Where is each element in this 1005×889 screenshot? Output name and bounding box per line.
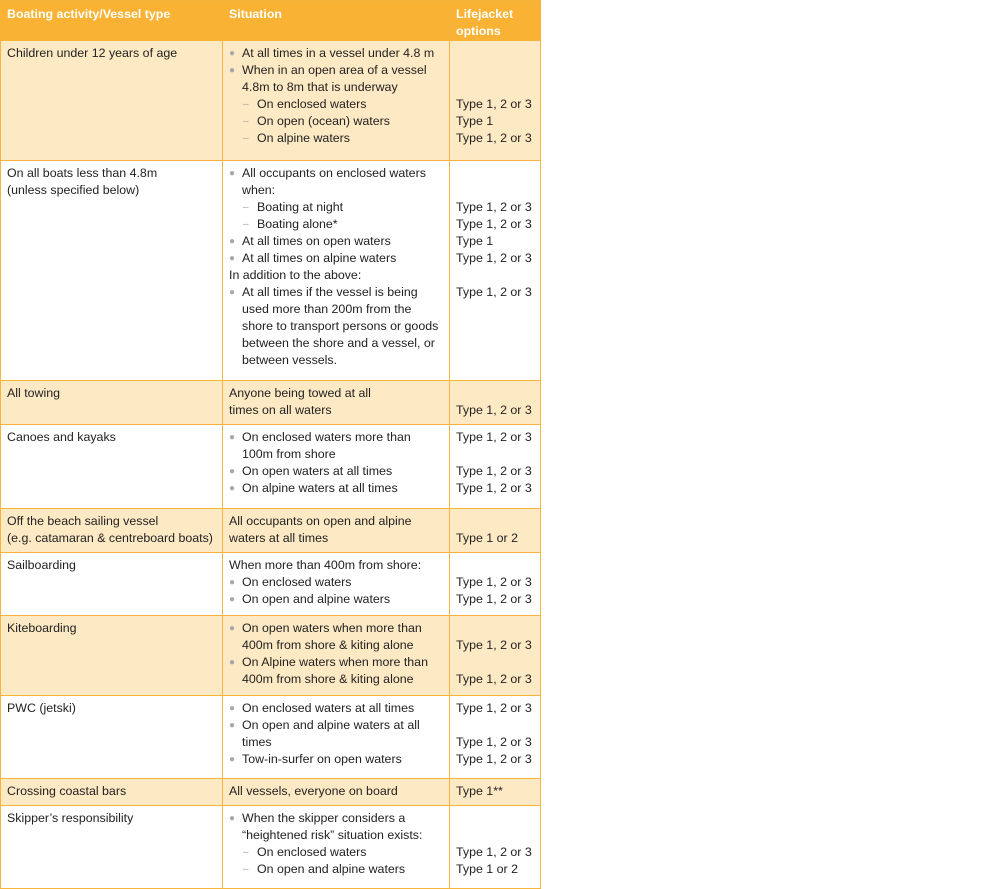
option-text	[456, 557, 534, 574]
dash-icon: –	[243, 99, 249, 110]
option-text	[456, 182, 534, 199]
table-row	[1, 161, 541, 381]
option-text: Type 1, 2 or 3	[456, 481, 532, 495]
situation-text: waters at all times	[229, 531, 329, 545]
situation-cell	[223, 779, 450, 806]
option-text: Type 1, 2 or 3	[456, 200, 532, 214]
situation-item	[229, 654, 443, 688]
option-text: Type 1, 2 or 3	[456, 285, 532, 299]
situation-text: On alpine waters	[257, 131, 350, 145]
activity-text: Off the beach sailing vessel	[7, 514, 159, 528]
situation-text: When more than 400m from shore:	[229, 558, 422, 572]
situation-item	[229, 130, 443, 147]
situation-item	[229, 513, 443, 530]
bullet-icon: ●	[229, 432, 236, 443]
option-text: Type 1, 2 or 3	[456, 575, 532, 589]
situation-item	[229, 620, 443, 654]
situation-text: On enclosed waters at all times	[242, 701, 415, 715]
bullet-icon: ●	[229, 287, 236, 298]
options-cell	[450, 509, 541, 553]
table-row	[1, 696, 541, 779]
option-text: Type 1, 2 or 3	[456, 403, 532, 417]
activity-text: Canoes and kayaks	[7, 430, 116, 444]
option-text: Type 1, 2 or 3	[456, 845, 532, 859]
situation-text: On open and alpine waters	[257, 862, 406, 876]
situation-item	[229, 530, 443, 547]
situation-item	[229, 783, 443, 800]
options-cell	[450, 616, 541, 696]
bullet-icon: ●	[229, 483, 236, 494]
bullet-icon: ●	[229, 657, 236, 668]
activity-text: On all boats less than 4.8m	[7, 166, 158, 180]
situation-text: On open waters when more than 400m from shore & kiting alone	[242, 621, 422, 652]
activity-cell	[1, 616, 223, 696]
situation-text: At all times on alpine waters	[242, 251, 397, 265]
bullet-icon: ●	[229, 594, 236, 605]
situation-cell	[223, 425, 450, 509]
situation-item	[229, 429, 443, 463]
option-text: Type 1, 2 or 3	[456, 752, 532, 766]
table-row	[1, 806, 541, 889]
situation-cell	[223, 696, 450, 779]
activity-text: Crossing coastal bars	[7, 784, 127, 798]
option-text: Type 1, 2 or 3	[456, 430, 532, 444]
bullet-icon: ●	[229, 813, 236, 824]
option-text: Type 1, 2 or 3	[456, 464, 532, 478]
situation-item	[229, 267, 443, 284]
bullet-icon: ●	[229, 623, 236, 634]
activity-text: Sailboarding	[7, 558, 76, 572]
table-row	[1, 553, 541, 616]
option-text	[456, 654, 534, 671]
dash-icon: –	[243, 219, 249, 230]
options-cell	[450, 553, 541, 616]
option-text: Type 1 or 2	[456, 531, 518, 545]
option-text: Type 1, 2 or 3	[456, 97, 532, 111]
situation-cell	[223, 806, 450, 889]
situation-item	[229, 591, 443, 608]
situation-text: On open (ocean) waters	[257, 114, 390, 128]
option-text: Type 1, 2 or 3	[456, 251, 532, 265]
option-text	[456, 165, 534, 182]
bullet-icon: ●	[229, 720, 236, 731]
situation-text: When the skipper considers a “heightened risk” situation exists:	[242, 811, 423, 842]
option-text: Type 1, 2 or 3	[456, 735, 532, 749]
option-text	[456, 717, 534, 734]
situation-text: Tow-in-surfer on open waters	[242, 752, 402, 766]
activity-cell	[1, 161, 223, 381]
situation-text: On alpine waters at all times	[242, 481, 398, 495]
situation-cell	[223, 553, 450, 616]
activity-cell	[1, 381, 223, 425]
option-text: Type 1, 2 or 3	[456, 701, 532, 715]
situation-item	[229, 844, 443, 861]
situation-text: All occupants on open and alpine	[229, 514, 412, 528]
header-situation: Situation	[223, 1, 450, 41]
situation-item	[229, 717, 443, 751]
situation-text: When in an open area of a vessel 4.8m to 8m that is underway	[242, 63, 427, 94]
table-row	[1, 381, 541, 425]
bullet-icon: ●	[229, 65, 236, 76]
situation-text: At all times if the vessel is being used more than 200m from the shore to transport persons or goods between the shore and a vessel, or between vessels.	[242, 285, 439, 367]
situation-text: In addition to the above:	[229, 268, 362, 282]
options-cell	[450, 161, 541, 381]
situation-item	[229, 199, 443, 216]
options-cell	[450, 806, 541, 889]
option-text: Type 1, 2 or 3	[456, 672, 532, 686]
dash-icon: –	[243, 133, 249, 144]
options-cell	[450, 381, 541, 425]
option-text	[456, 79, 534, 96]
bullet-icon: ●	[229, 466, 236, 477]
option-text: Type 1**	[456, 784, 503, 798]
table-row	[1, 616, 541, 696]
table-header-row	[1, 1, 541, 41]
situation-item	[229, 574, 443, 591]
situation-cell	[223, 161, 450, 381]
situation-item	[229, 62, 443, 96]
option-text	[456, 827, 534, 844]
activity-cell	[1, 41, 223, 161]
situation-text: Anyone being towed at all	[229, 386, 371, 400]
situation-item	[229, 250, 443, 267]
situation-item	[229, 480, 443, 497]
activity-cell	[1, 779, 223, 806]
activity-text: (e.g. catamaran & centreboard boats)	[7, 531, 213, 545]
situation-item	[229, 113, 443, 130]
situation-text: On open and alpine waters	[242, 592, 391, 606]
table-row	[1, 41, 541, 161]
bullet-icon: ●	[229, 754, 236, 765]
situation-text: On enclosed waters	[257, 845, 367, 859]
option-text	[456, 446, 534, 463]
situation-item	[229, 165, 443, 199]
dash-icon: –	[243, 847, 249, 858]
activity-text: Kiteboarding	[7, 621, 77, 635]
situation-item	[229, 861, 443, 878]
situation-item	[229, 700, 443, 717]
situation-text: On enclosed waters	[242, 575, 352, 589]
table-row	[1, 779, 541, 806]
situation-text: On open waters at all times	[242, 464, 393, 478]
situation-item	[229, 385, 443, 402]
situation-text: At all times on open waters	[242, 234, 391, 248]
activity-cell	[1, 696, 223, 779]
option-text	[456, 385, 534, 402]
activity-text: Skipper’s responsibility	[7, 811, 134, 825]
situation-item	[229, 284, 443, 369]
situation-text: On enclosed waters	[257, 97, 367, 111]
situation-item	[229, 810, 443, 844]
situation-text: On open and alpine waters at all times	[242, 718, 420, 749]
option-text	[456, 267, 534, 284]
bullet-icon: ●	[229, 577, 236, 588]
situation-item	[229, 233, 443, 250]
situation-cell	[223, 381, 450, 425]
situation-item	[229, 463, 443, 480]
option-text: Type 1, 2 or 3	[456, 131, 532, 145]
situation-item	[229, 45, 443, 62]
situation-cell	[223, 41, 450, 161]
activity-text: Children under 12 years of age	[7, 46, 178, 60]
table-row	[1, 509, 541, 553]
situation-text: Boating at night	[257, 200, 344, 214]
situation-text: At all times in a vessel under 4.8 m	[242, 46, 435, 60]
situation-item	[229, 96, 443, 113]
situation-text: On Alpine waters when more than 400m from shore & kiting alone	[242, 655, 428, 686]
activity-text: PWC (jetski)	[7, 701, 76, 715]
option-text: Type 1, 2 or 3	[456, 592, 532, 606]
dash-icon: –	[243, 864, 249, 875]
bullet-icon: ●	[229, 253, 236, 264]
bullet-icon: ●	[229, 168, 236, 179]
table-row	[1, 425, 541, 509]
header-activity: Boating activity/Vessel type	[1, 1, 223, 41]
options-cell	[450, 41, 541, 161]
option-text	[456, 45, 534, 62]
situation-cell	[223, 509, 450, 553]
situation-item	[229, 216, 443, 233]
activity-text: All towing	[7, 386, 61, 400]
option-text: Type 1	[456, 234, 494, 248]
activity-cell	[1, 553, 223, 616]
activity-cell	[1, 425, 223, 509]
option-text: Type 1, 2 or 3	[456, 638, 532, 652]
situation-item	[229, 557, 443, 574]
situation-text: All vessels, everyone on board	[229, 784, 398, 798]
option-text	[456, 513, 534, 530]
option-text	[456, 620, 534, 637]
bullet-icon: ●	[229, 703, 236, 714]
situation-text: All occupants on enclosed waters when:	[242, 166, 426, 197]
bullet-icon: ●	[229, 236, 236, 247]
situation-text: On enclosed waters more than 100m from shore	[242, 430, 411, 461]
activity-cell	[1, 509, 223, 553]
header-options: Lifejacket options	[450, 1, 541, 41]
option-text	[456, 810, 534, 827]
dash-icon: –	[243, 202, 249, 213]
option-text: Type 1 or 2	[456, 862, 518, 876]
activity-text: (unless specified below)	[7, 183, 140, 197]
options-cell	[450, 779, 541, 806]
option-text: Type 1, 2 or 3	[456, 217, 532, 231]
dash-icon: –	[243, 116, 249, 127]
situation-cell	[223, 616, 450, 696]
bullet-icon: ●	[229, 48, 236, 59]
options-cell	[450, 696, 541, 779]
situation-item	[229, 751, 443, 768]
situation-item	[229, 402, 443, 419]
activity-cell	[1, 806, 223, 889]
option-text: Type 1	[456, 114, 494, 128]
option-text	[456, 62, 534, 79]
situation-text: times on all waters	[229, 403, 332, 417]
situation-text: Boating alone*	[257, 217, 338, 231]
options-cell	[450, 425, 541, 509]
